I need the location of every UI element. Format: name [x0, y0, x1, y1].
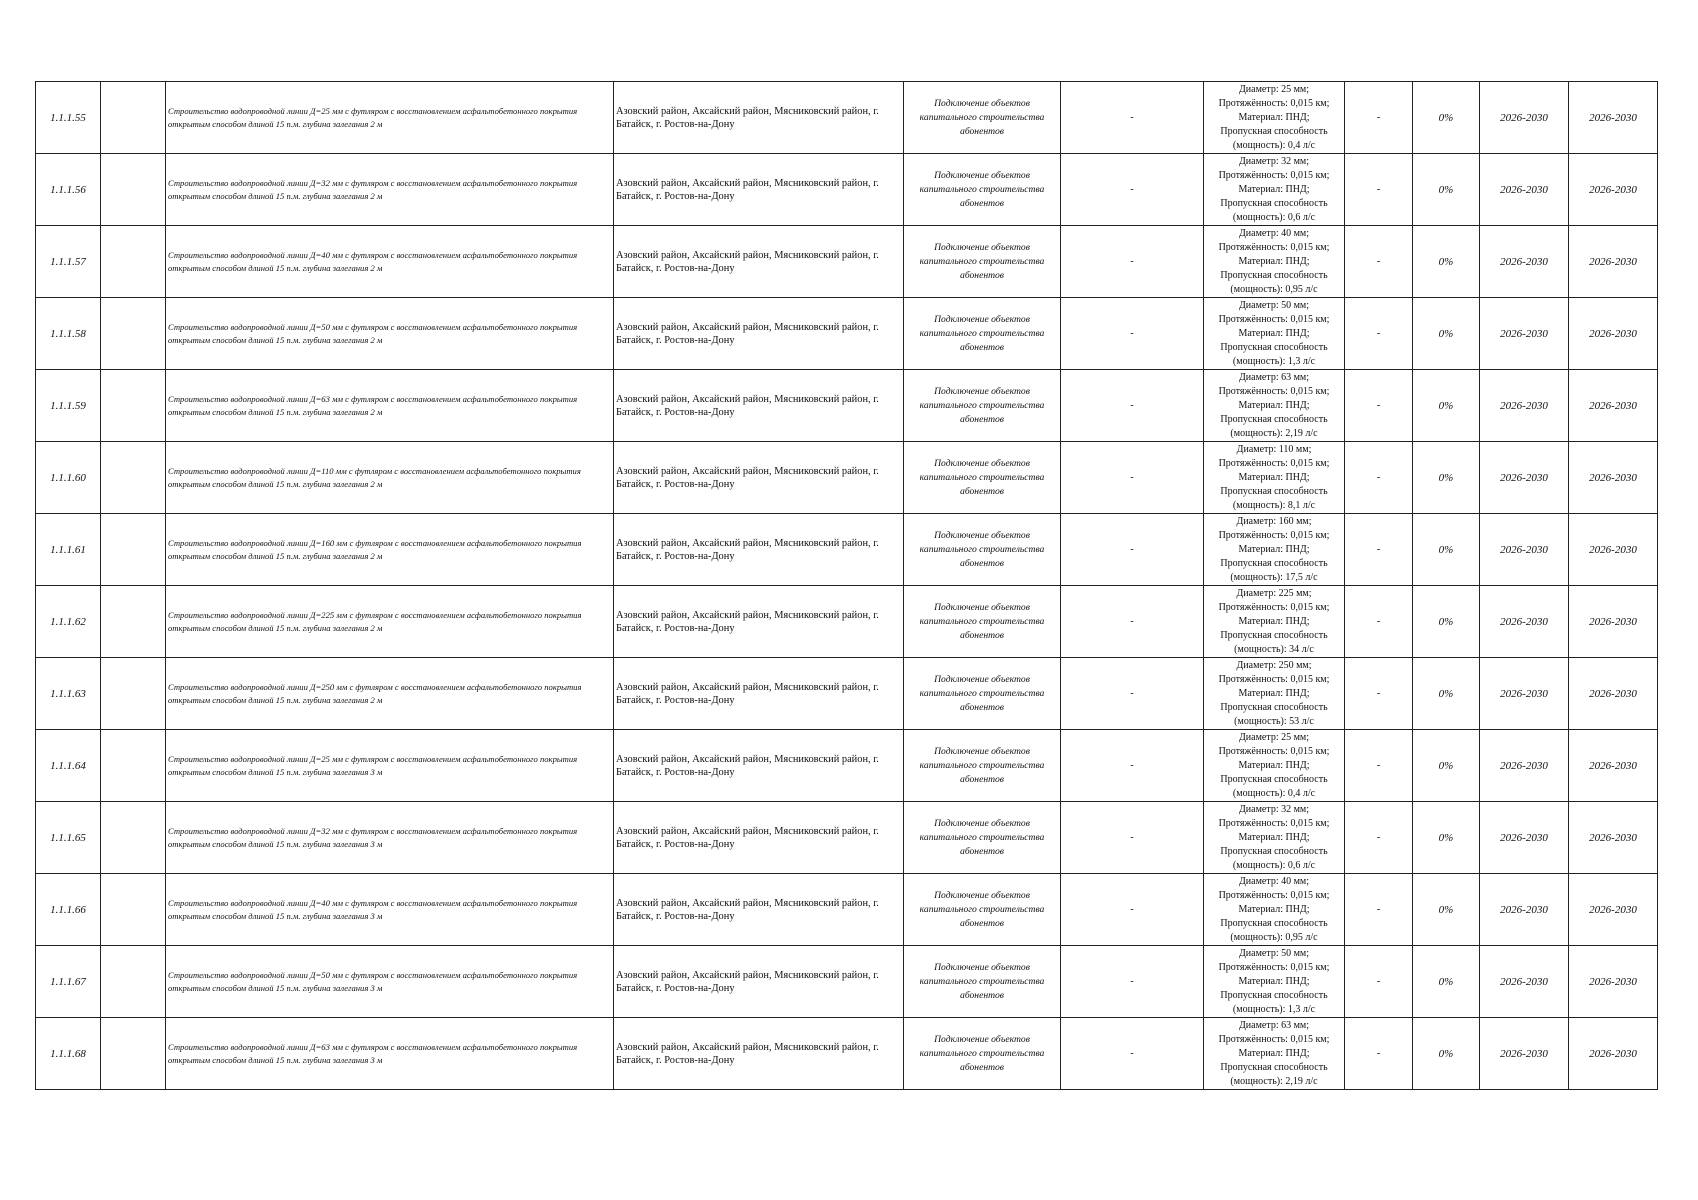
specs-cell: [1204, 370, 1345, 442]
period-end-cell: 2026-2030: [1569, 1018, 1658, 1090]
purpose-cell: Подключение объектов капитального строительства абонентов: [904, 370, 1061, 442]
spec-line: (мощность): 2,19 л/с: [1230, 427, 1318, 439]
period-end-cell: 2026-2030: [1569, 226, 1658, 298]
dash-cell-2: -: [1345, 154, 1413, 226]
empty-cell: [101, 586, 166, 658]
period-start-cell: 2026-2030: [1480, 82, 1569, 154]
period-start-cell: 2026-2030: [1480, 226, 1569, 298]
specs-cell: [1204, 226, 1345, 298]
row-number-cell: 1.1.1.68: [36, 1018, 101, 1090]
specs-cell: [1204, 514, 1345, 586]
project-name-cell: Строительство водопроводной линии Д=50 мм с футляром с восстановлением асфальтобетонного покрытия открытым способом длиной 15 п.м. глубина залегания 3 м: [166, 946, 614, 1018]
dash-cell-2: -: [1345, 586, 1413, 658]
dash-cell: -: [1061, 226, 1204, 298]
purpose-cell: Подключение объектов капитального строительства абонентов: [904, 586, 1061, 658]
percent-cell: 0%: [1413, 874, 1480, 946]
spec-line: Диаметр: 32 мм;: [1238, 803, 1310, 815]
row-number-cell: 1.1.1.63: [36, 658, 101, 730]
spec-line: Материал: ПНД;: [1238, 1047, 1310, 1059]
project-name-cell: Строительство водопроводной линии Д=250 мм с футляром с восстановлением асфальтобетонного покрытия открытым способом длиной 15 п.м. глубина залегания 2 м: [166, 658, 614, 730]
specs-cell: [1204, 946, 1345, 1018]
dash-cell: -: [1061, 730, 1204, 802]
dash-cell-2: -: [1345, 226, 1413, 298]
spec-line: Протяжённость: 0,015 км;: [1218, 673, 1330, 685]
spec-line: Диаметр: 63 мм;: [1238, 1019, 1310, 1031]
table-row: [36, 874, 1658, 946]
location-cell: Азовский район, Аксайский район, Мясниковский район, г. Батайск, г. Ростов-на-Дону: [614, 514, 904, 586]
location-cell: Азовский район, Аксайский район, Мясниковский район, г. Батайск, г. Ростов-на-Дону: [614, 1018, 904, 1090]
spec-line: Диаметр: 40 мм;: [1238, 875, 1310, 887]
spec-line: (мощность): 0,95 л/с: [1230, 283, 1318, 295]
spec-line: Протяжённость: 0,015 км;: [1218, 313, 1330, 325]
purpose-cell: Подключение объектов капитального строительства абонентов: [904, 298, 1061, 370]
spec-line: Диаметр: 50 мм;: [1238, 947, 1310, 959]
table-row: [36, 154, 1658, 226]
location-cell: Азовский район, Аксайский район, Мясниковский район, г. Батайск, г. Ростов-на-Дону: [614, 154, 904, 226]
dash-cell: -: [1061, 802, 1204, 874]
dash-cell-2: -: [1345, 730, 1413, 802]
spec-line: (мощность): 0,4 л/с: [1232, 787, 1316, 799]
spec-line: Пропускная способность: [1220, 917, 1328, 929]
project-name-cell: Строительство водопроводной линии Д=160 мм с футляром с восстановлением асфальтобетонного покрытия открытым способом длиной 15 п.м. глубина залегания 2 м: [166, 514, 614, 586]
spec-line: Материал: ПНД;: [1238, 831, 1310, 843]
empty-cell: [101, 298, 166, 370]
project-name-cell: Строительство водопроводной линии Д=25 мм с футляром с восстановлением асфальтобетонного покрытия открытым способом длиной 15 п.м. глубина залегания 2 м: [166, 82, 614, 154]
table-row: [36, 802, 1658, 874]
specs-cell: [1204, 442, 1345, 514]
percent-cell: 0%: [1413, 154, 1480, 226]
project-name-cell: Строительство водопроводной линии Д=40 мм с футляром с восстановлением асфальтобетонного покрытия открытым способом длиной 15 п.м. глубина залегания 2 м: [166, 226, 614, 298]
row-number-cell: 1.1.1.56: [36, 154, 101, 226]
row-number-cell: 1.1.1.61: [36, 514, 101, 586]
specs-cell: [1204, 298, 1345, 370]
table-row: [36, 226, 1658, 298]
period-start-cell: 2026-2030: [1480, 874, 1569, 946]
percent-cell: 0%: [1413, 730, 1480, 802]
period-start-cell: 2026-2030: [1480, 946, 1569, 1018]
location-cell: Азовский район, Аксайский район, Мясниковский район, г. Батайск, г. Ростов-на-Дону: [614, 946, 904, 1018]
spec-line: Материал: ПНД;: [1238, 255, 1310, 267]
empty-cell: [101, 658, 166, 730]
spec-line: Материал: ПНД;: [1238, 327, 1310, 339]
dash-cell-2: -: [1345, 658, 1413, 730]
spec-line: Материал: ПНД;: [1238, 903, 1310, 915]
period-end-cell: 2026-2030: [1569, 442, 1658, 514]
row-number-cell: 1.1.1.57: [36, 226, 101, 298]
row-number-cell: 1.1.1.59: [36, 370, 101, 442]
table-row: [36, 370, 1658, 442]
specs-cell: [1204, 802, 1345, 874]
period-start-cell: 2026-2030: [1480, 658, 1569, 730]
period-start-cell: 2026-2030: [1480, 514, 1569, 586]
location-cell: Азовский район, Аксайский район, Мясниковский район, г. Батайск, г. Ростов-на-Дону: [614, 370, 904, 442]
purpose-cell: Подключение объектов капитального строительства абонентов: [904, 730, 1061, 802]
project-name-cell: Строительство водопроводной линии Д=63 мм с футляром с восстановлением асфальтобетонного покрытия открытым способом длиной 15 п.м. глубина залегания 3 м: [166, 1018, 614, 1090]
dash-cell-2: -: [1345, 802, 1413, 874]
table-row: [36, 586, 1658, 658]
percent-cell: 0%: [1413, 82, 1480, 154]
location-cell: Азовский район, Аксайский район, Мясниковский район, г. Батайск, г. Ростов-на-Дону: [614, 658, 904, 730]
period-start-cell: 2026-2030: [1480, 442, 1569, 514]
investment-table: [35, 81, 1658, 1090]
spec-line: (мощность): 0,6 л/с: [1232, 211, 1316, 223]
empty-cell: [101, 946, 166, 1018]
spec-line: Протяжённость: 0,015 км;: [1218, 1033, 1330, 1045]
purpose-cell: Подключение объектов капитального строительства абонентов: [904, 1018, 1061, 1090]
purpose-cell: Подключение объектов капитального строительства абонентов: [904, 154, 1061, 226]
period-start-cell: 2026-2030: [1480, 298, 1569, 370]
specs-cell: [1204, 1018, 1345, 1090]
location-cell: Азовский район, Аксайский район, Мясниковский район, г. Батайск, г. Ростов-на-Дону: [614, 298, 904, 370]
empty-cell: [101, 874, 166, 946]
project-name-cell: Строительство водопроводной линии Д=40 мм с футляром с восстановлением асфальтобетонного покрытия открытым способом длиной 15 п.м. глубина залегания 3 м: [166, 874, 614, 946]
period-end-cell: 2026-2030: [1569, 154, 1658, 226]
period-end-cell: 2026-2030: [1569, 730, 1658, 802]
project-name-cell: Строительство водопроводной линии Д=225 мм с футляром с восстановлением асфальтобетонного покрытия открытым способом длиной 15 п.м. глубина залегания 2 м: [166, 586, 614, 658]
empty-cell: [101, 1018, 166, 1090]
project-name-cell: Строительство водопроводной линии Д=32 мм с футляром с восстановлением асфальтобетонного покрытия открытым способом длиной 15 п.м. глубина залегания 2 м: [166, 154, 614, 226]
purpose-cell: Подключение объектов капитального строительства абонентов: [904, 442, 1061, 514]
dash-cell: -: [1061, 1018, 1204, 1090]
location-cell: Азовский район, Аксайский район, Мясниковский район, г. Батайск, г. Ростов-на-Дону: [614, 442, 904, 514]
dash-cell-2: -: [1345, 874, 1413, 946]
spec-line: Протяжённость: 0,015 км;: [1218, 745, 1330, 757]
empty-cell: [101, 82, 166, 154]
spec-line: (мощность): 1,3 л/с: [1232, 355, 1316, 367]
location-cell: Азовский район, Аксайский район, Мясниковский район, г. Батайск, г. Ростов-на-Дону: [614, 82, 904, 154]
spec-line: (мощность): 0,6 л/с: [1232, 859, 1316, 871]
dash-cell: -: [1061, 658, 1204, 730]
spec-line: (мощность): 0,95 л/с: [1230, 931, 1318, 943]
purpose-cell: Подключение объектов капитального строительства абонентов: [904, 874, 1061, 946]
period-end-cell: 2026-2030: [1569, 298, 1658, 370]
row-number-cell: 1.1.1.55: [36, 82, 101, 154]
empty-cell: [101, 442, 166, 514]
spec-line: (мощность): 17,5 л/с: [1230, 571, 1318, 583]
spec-line: Диаметр: 25 мм;: [1238, 83, 1310, 95]
percent-cell: 0%: [1413, 946, 1480, 1018]
table-row: [36, 730, 1658, 802]
table-row: [36, 946, 1658, 1018]
percent-cell: 0%: [1413, 226, 1480, 298]
location-cell: Азовский район, Аксайский район, Мясниковский район, г. Батайск, г. Ростов-на-Дону: [614, 226, 904, 298]
spec-line: Протяжённость: 0,015 км;: [1218, 961, 1330, 973]
percent-cell: 0%: [1413, 802, 1480, 874]
table-row: [36, 82, 1658, 154]
row-number-cell: 1.1.1.65: [36, 802, 101, 874]
spec-line: Пропускная способность: [1220, 1061, 1328, 1073]
project-name-cell: Строительство водопроводной линии Д=110 мм с футляром с восстановлением асфальтобетонного покрытия открытым способом длиной 15 п.м. глубина залегания 2 м: [166, 442, 614, 514]
period-end-cell: 2026-2030: [1569, 514, 1658, 586]
table-body: [36, 82, 1658, 1090]
spec-line: Пропускная способность: [1220, 413, 1328, 425]
dash-cell: -: [1061, 82, 1204, 154]
spec-line: Пропускная способность: [1220, 485, 1328, 497]
spec-line: Материал: ПНД;: [1238, 687, 1310, 699]
project-name-cell: Строительство водопроводной линии Д=25 мм с футляром с восстановлением асфальтобетонного покрытия открытым способом длиной 15 п.м. глубина залегания 3 м: [166, 730, 614, 802]
spec-line: Пропускная способность: [1220, 341, 1328, 353]
percent-cell: 0%: [1413, 442, 1480, 514]
dash-cell-2: -: [1345, 442, 1413, 514]
project-name-cell: Строительство водопроводной линии Д=50 мм с футляром с восстановлением асфальтобетонного покрытия открытым способом длиной 15 п.м. глубина залегания 2 м: [166, 298, 614, 370]
spec-line: Диаметр: 40 мм;: [1238, 227, 1310, 239]
dash-cell-2: -: [1345, 298, 1413, 370]
empty-cell: [101, 370, 166, 442]
spec-line: Диаметр: 50 мм;: [1238, 299, 1310, 311]
period-end-cell: 2026-2030: [1569, 802, 1658, 874]
spec-line: Протяжённость: 0,015 км;: [1218, 169, 1330, 181]
spec-line: Диаметр: 110 мм;: [1236, 443, 1312, 455]
period-end-cell: 2026-2030: [1569, 82, 1658, 154]
specs-cell: [1204, 874, 1345, 946]
period-start-cell: 2026-2030: [1480, 802, 1569, 874]
spec-line: Пропускная способность: [1220, 269, 1328, 281]
empty-cell: [101, 514, 166, 586]
period-start-cell: 2026-2030: [1480, 730, 1569, 802]
specs-cell: [1204, 730, 1345, 802]
location-cell: Азовский район, Аксайский район, Мясниковский район, г. Батайск, г. Ростов-на-Дону: [614, 586, 904, 658]
period-end-cell: 2026-2030: [1569, 874, 1658, 946]
period-end-cell: 2026-2030: [1569, 586, 1658, 658]
purpose-cell: Подключение объектов капитального строительства абонентов: [904, 514, 1061, 586]
table-row: [36, 442, 1658, 514]
empty-cell: [101, 802, 166, 874]
period-end-cell: 2026-2030: [1569, 658, 1658, 730]
row-number-cell: 1.1.1.62: [36, 586, 101, 658]
dash-cell: -: [1061, 514, 1204, 586]
spec-line: Протяжённость: 0,015 км;: [1218, 529, 1330, 541]
empty-cell: [101, 226, 166, 298]
spec-line: Материал: ПНД;: [1238, 399, 1310, 411]
dash-cell-2: -: [1345, 370, 1413, 442]
spec-line: Пропускная способность: [1220, 845, 1328, 857]
spec-line: Пропускная способность: [1220, 557, 1328, 569]
spec-line: Диаметр: 63 мм;: [1238, 371, 1310, 383]
spec-line: Пропускная способность: [1220, 197, 1328, 209]
dash-cell: -: [1061, 946, 1204, 1018]
spec-line: Пропускная способность: [1220, 989, 1328, 1001]
period-start-cell: 2026-2030: [1480, 586, 1569, 658]
table-row: [36, 658, 1658, 730]
spec-line: Протяжённость: 0,015 км;: [1218, 601, 1330, 613]
spec-line: (мощность): 34 л/с: [1234, 643, 1314, 655]
percent-cell: 0%: [1413, 370, 1480, 442]
period-start-cell: 2026-2030: [1480, 154, 1569, 226]
row-number-cell: 1.1.1.60: [36, 442, 101, 514]
period-end-cell: 2026-2030: [1569, 946, 1658, 1018]
spec-line: Диаметр: 160 мм;: [1236, 515, 1312, 527]
spec-line: Материал: ПНД;: [1238, 543, 1310, 555]
spec-line: Диаметр: 25 мм;: [1238, 731, 1310, 743]
table-row: [36, 514, 1658, 586]
specs-cell: [1204, 658, 1345, 730]
spec-line: Пропускная способность: [1220, 629, 1328, 641]
dash-cell: -: [1061, 442, 1204, 514]
dash-cell-2: -: [1345, 514, 1413, 586]
spec-line: (мощность): 53 л/с: [1234, 715, 1314, 727]
row-number-cell: 1.1.1.64: [36, 730, 101, 802]
percent-cell: 0%: [1413, 514, 1480, 586]
location-cell: Азовский район, Аксайский район, Мясниковский район, г. Батайск, г. Ростов-на-Дону: [614, 802, 904, 874]
percent-cell: 0%: [1413, 658, 1480, 730]
dash-cell: -: [1061, 874, 1204, 946]
location-cell: Азовский район, Аксайский район, Мясниковский район, г. Батайск, г. Ростов-на-Дону: [614, 730, 904, 802]
spec-line: Протяжённость: 0,015 км;: [1218, 241, 1330, 253]
spec-line: Диаметр: 225 мм;: [1236, 587, 1312, 599]
spec-line: Диаметр: 250 мм;: [1236, 659, 1312, 671]
spec-line: Протяжённость: 0,015 км;: [1218, 97, 1330, 109]
spec-line: Материал: ПНД;: [1238, 183, 1310, 195]
percent-cell: 0%: [1413, 1018, 1480, 1090]
spec-line: Материал: ПНД;: [1238, 471, 1310, 483]
spec-line: Пропускная способность: [1220, 701, 1328, 713]
purpose-cell: Подключение объектов капитального строительства абонентов: [904, 226, 1061, 298]
dash-cell: -: [1061, 154, 1204, 226]
specs-cell: [1204, 586, 1345, 658]
dash-cell-2: -: [1345, 82, 1413, 154]
dash-cell: -: [1061, 298, 1204, 370]
spec-line: Материал: ПНД;: [1238, 615, 1310, 627]
period-start-cell: 2026-2030: [1480, 370, 1569, 442]
spec-line: Материал: ПНД;: [1238, 759, 1310, 771]
empty-cell: [101, 730, 166, 802]
spec-line: Материал: ПНД;: [1238, 975, 1310, 987]
spec-line: Материал: ПНД;: [1238, 111, 1310, 123]
dash-cell-2: -: [1345, 1018, 1413, 1090]
location-cell: Азовский район, Аксайский район, Мясниковский район, г. Батайск, г. Ростов-на-Дону: [614, 874, 904, 946]
dash-cell: -: [1061, 370, 1204, 442]
purpose-cell: Подключение объектов капитального строительства абонентов: [904, 946, 1061, 1018]
percent-cell: 0%: [1413, 298, 1480, 370]
spec-line: Диаметр: 32 мм;: [1238, 155, 1310, 167]
specs-cell: [1204, 82, 1345, 154]
dash-cell: -: [1061, 586, 1204, 658]
spec-line: Пропускная способность: [1220, 125, 1328, 137]
project-name-cell: Строительство водопроводной линии Д=63 мм с футляром с восстановлением асфальтобетонного покрытия открытым способом длиной 15 п.м. глубина залегания 2 м: [166, 370, 614, 442]
project-name-cell: Строительство водопроводной линии Д=32 мм с футляром с восстановлением асфальтобетонного покрытия открытым способом длиной 15 п.м. глубина залегания 3 м: [166, 802, 614, 874]
spec-line: (мощность): 2,19 л/с: [1230, 1075, 1318, 1087]
spec-line: (мощность): 1,3 л/с: [1232, 1003, 1316, 1015]
period-end-cell: 2026-2030: [1569, 370, 1658, 442]
empty-cell: [101, 154, 166, 226]
spec-line: (мощность): 8,1 л/с: [1232, 499, 1316, 511]
purpose-cell: Подключение объектов капитального строительства абонентов: [904, 82, 1061, 154]
table-row: [36, 1018, 1658, 1090]
row-number-cell: 1.1.1.66: [36, 874, 101, 946]
specs-cell: [1204, 154, 1345, 226]
row-number-cell: 1.1.1.67: [36, 946, 101, 1018]
spec-line: Протяжённость: 0,015 км;: [1218, 817, 1330, 829]
dash-cell-2: -: [1345, 946, 1413, 1018]
spec-line: Пропускная способность: [1220, 773, 1328, 785]
purpose-cell: Подключение объектов капитального строительства абонентов: [904, 802, 1061, 874]
row-number-cell: 1.1.1.58: [36, 298, 101, 370]
table-row: [36, 298, 1658, 370]
percent-cell: 0%: [1413, 586, 1480, 658]
period-start-cell: 2026-2030: [1480, 1018, 1569, 1090]
purpose-cell: Подключение объектов капитального строительства абонентов: [904, 658, 1061, 730]
spec-line: Протяжённость: 0,015 км;: [1218, 457, 1330, 469]
spec-line: Протяжённость: 0,015 км;: [1218, 889, 1330, 901]
spec-line: Протяжённость: 0,015 км;: [1218, 385, 1330, 397]
spec-line: (мощность): 0,4 л/с: [1232, 139, 1316, 151]
